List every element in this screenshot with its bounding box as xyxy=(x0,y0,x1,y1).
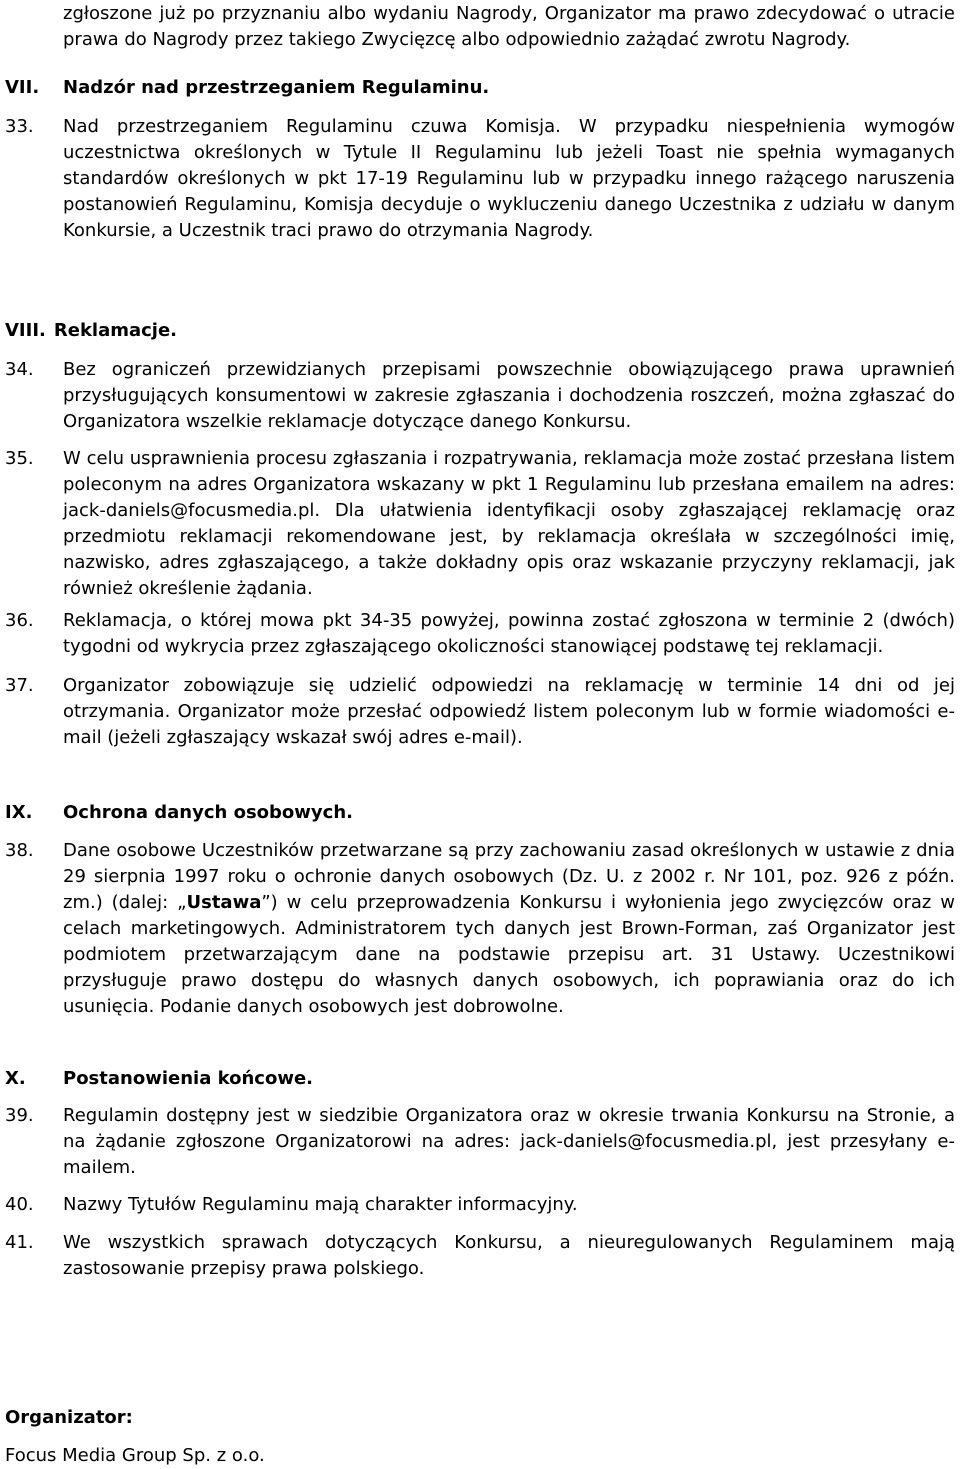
defined-term: Ustawa xyxy=(186,892,262,913)
item-text-part: Dane osobowe Uczestników przetwarzane są przy zachowaniu zasad określonych w ustawie z dnia 29 sierpnia 1997 roku o ochronie danych osobowych (Dz. U. z 2002 r. Nr 101, poz. 926 z późn. zm.) (dalej: „ xyxy=(63,840,955,913)
item-number: 40. xyxy=(5,1194,34,1215)
item-number: 38. xyxy=(5,840,34,861)
section-heading-vii xyxy=(5,75,905,101)
item-text: Nad przestrzeganiem Regulaminu czuwa Komisja. W przypadku niespełnienia wymogów uczestnictwa określonych w Tytule II Regulaminu lub jeżeli Toast nie spełnia wymaganych standardów określonych w pkt 17-19 Regulaminu lub w przypadku innego rażącego naruszenia postanowień Regulaminu, Komisja decyduje o wykluczeniu danego Uczestnika z udziału w danym Konkursie, a Uczestnik traci prawo do otrzymania Nagrody. xyxy=(63,116,955,241)
section-number: IX. xyxy=(5,802,33,823)
item-number: 37. xyxy=(5,675,34,696)
item-text xyxy=(63,838,955,1020)
list-item-39 xyxy=(5,1103,955,1181)
item-number: 41. xyxy=(5,1232,34,1253)
section-heading-x xyxy=(5,1066,905,1092)
section-title: Reklamacje. xyxy=(53,320,178,341)
section-title: Postanowienia końcowe. xyxy=(63,1068,313,1089)
list-item-34 xyxy=(5,357,955,435)
list-item-36 xyxy=(5,608,955,660)
item-text: W celu usprawnienia procesu zgłaszania i rozpatrywania, reklamacja może zostać przesłana listem poleconym na adres Organizatora wskazany w pkt 1 Regulaminu lub przesłana emailem na adres: jack-daniels@focusmedia.pl. Dla ułatwienia identyfikacji osoby zgłaszającej reklamację oraz przedmiotu reklamacji rekomendowane jest, by reklamacja określała w szczególności imię, nazwisko, adres zgłaszającego, a także dokładny opis oraz wskazanie przyczyny reklamacji, jak również określenie żądania. xyxy=(63,448,955,599)
item-number: 34. xyxy=(5,359,34,380)
item-text: Nazwy Tytułów Regulaminu mają charakter informacyjny. xyxy=(63,1194,578,1215)
item-text: Reklamacja, o której mowa pkt 34-35 powyżej, powinna zostać zgłoszona w terminie 2 (dwóch) tygodni od wykrycia przez zgłaszającego okoliczności stanowiącej podstawę tej reklamacji. xyxy=(63,610,955,657)
item-text-part: ”) w celu przeprowadzenia Konkursu i wyłonienia jego zwycięzców oraz w celach marketingowych. Administratorem tych danych jest Brown-Forman, zaś Organizator jest podmiotem przetwarzającym dane na podstawie przepisu art. 31 Ustawy. Uczestnikowi przysługuje prawo dostępu do własnych danych osobowych, ich poprawiania oraz do ich usunięcia. Podanie danych osobowych jest dobrowolne. xyxy=(63,892,955,1017)
section-title: Nadzór nad przestrzeganiem Regulaminu. xyxy=(63,77,490,98)
list-item-38 xyxy=(5,838,955,1020)
list-item-40 xyxy=(5,1192,955,1218)
organizer-name: Focus Media Group Sp. z o.o. xyxy=(5,1445,265,1466)
list-item-33 xyxy=(5,114,955,244)
section-number: VIII. xyxy=(5,320,46,341)
item-text: Bez ograniczeń przewidzianych przepisami powszechnie obowiązującego prawa uprawnień przysługujących konsumentowi w zakresie zgłaszania i dochodzenia roszczeń, można zgłaszać do Organizatora wszelkie reklamacje dotyczące danego Konkursu. xyxy=(63,359,955,432)
section-number: VII. xyxy=(5,77,40,98)
item-text: Regulamin dostępny jest w siedzibie Organizatora oraz w okresie trwania Konkursu na Stronie, a na żądanie zgłoszone Organizatorowi na adres: jack-daniels@focusmedia.pl, jest przesyłany e-mailem. xyxy=(63,1105,955,1178)
item-number: 36. xyxy=(5,610,34,631)
list-item-41 xyxy=(5,1230,955,1282)
list-item-37 xyxy=(5,673,955,751)
item-text: Organizator zobowiązuje się udzielić odpowiedzi na reklamację w terminie 14 dni od jej otrzymania. Organizator może przesłać odpowiedź listem poleconym lub w formie wiadomości e-mail (jeżeli zgłaszający wskazał swój adres e-mail). xyxy=(63,675,955,748)
list-item-35 xyxy=(5,446,955,602)
section-number: X. xyxy=(5,1068,26,1089)
section-title: Ochrona danych osobowych. xyxy=(63,802,353,823)
item-text: We wszystkich sprawach dotyczących Konkursu, a nieuregulowanych Regulaminem mają zastosowanie przepisy prawa polskiego. xyxy=(63,1232,955,1279)
organizer-label: Organizator: xyxy=(5,1407,133,1428)
section-heading-ix xyxy=(5,800,905,826)
intro-paragraph: zgłoszone już po przyznaniu albo wydaniu Nagrody, Organizator ma prawo zdecydować o utracie prawa do Nagrody przez takiego Zwycięzcę albo odpowiednio zażądać zwrotu Nagrody. xyxy=(63,3,955,50)
item-number: 33. xyxy=(5,116,34,137)
item-number: 39. xyxy=(5,1105,34,1126)
section-heading-viii xyxy=(5,318,905,344)
item-number: 35. xyxy=(5,448,34,469)
